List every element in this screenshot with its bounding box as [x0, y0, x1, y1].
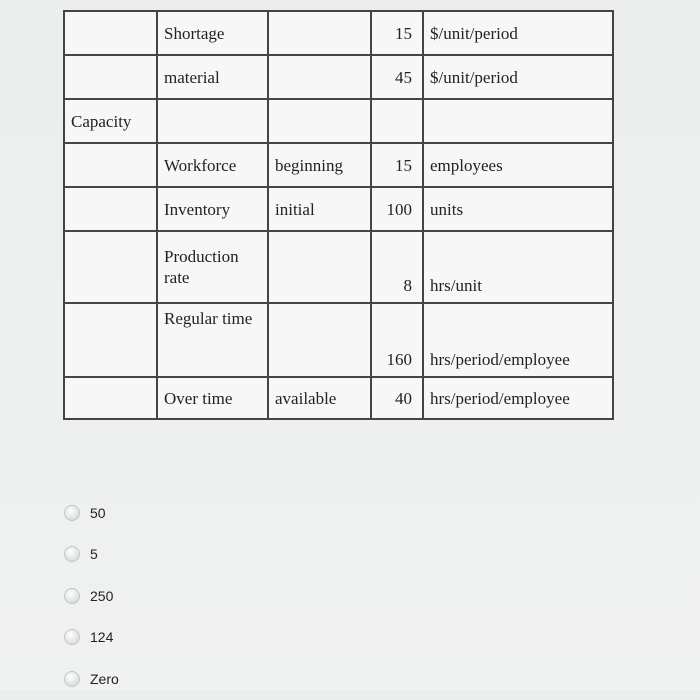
table-cell [64, 11, 157, 55]
table-cell [371, 99, 423, 143]
table-cell [64, 377, 157, 419]
data-table-container [63, 10, 612, 413]
table-cell: available [268, 377, 371, 419]
table-cell: hrs/unit [423, 231, 613, 303]
table-cell: 100 [371, 187, 423, 231]
answer-option[interactable] [64, 617, 364, 659]
data-table [63, 10, 614, 420]
table-row [64, 99, 613, 143]
table-cell [64, 187, 157, 231]
table-cell: $/unit/period [423, 55, 613, 99]
answer-option[interactable] [64, 575, 364, 617]
table-cell: 8 [371, 231, 423, 303]
table-cell: Inventory [157, 187, 268, 231]
answer-option-label: 5 [90, 546, 98, 563]
table-cell: Capacity [64, 99, 157, 143]
table-cell: Regular time [157, 303, 268, 377]
table-cell [64, 143, 157, 187]
table-cell: hrs/period/employee [423, 377, 613, 419]
answer-option-label: 250 [90, 587, 114, 604]
table-row [64, 187, 613, 231]
answer-option[interactable] [64, 534, 364, 576]
table-row [64, 11, 613, 55]
table-cell: 40 [371, 377, 423, 419]
table-cell: Workforce [157, 143, 268, 187]
table-cell [64, 55, 157, 99]
table-cell: 15 [371, 143, 423, 187]
table-cell: Production rate [157, 231, 268, 303]
table-cell: initial [268, 187, 371, 231]
table-row [64, 143, 613, 187]
answer-option-label: 50 [90, 504, 106, 521]
table-cell [268, 303, 371, 377]
table-cell: employees [423, 143, 613, 187]
table-cell: hrs/period/employee [423, 303, 613, 377]
table-row [64, 303, 613, 377]
answer-options [64, 492, 364, 700]
radio-button[interactable] [64, 588, 80, 604]
table-cell [64, 303, 157, 377]
table-row [64, 55, 613, 99]
table-cell [268, 99, 371, 143]
radio-button[interactable] [64, 546, 80, 562]
table-cell: material [157, 55, 268, 99]
table-cell [423, 99, 613, 143]
answer-option[interactable] [64, 492, 364, 534]
radio-button[interactable] [64, 629, 80, 645]
table-cell: Shortage [157, 11, 268, 55]
table-row [64, 377, 613, 419]
table-cell: 15 [371, 11, 423, 55]
answer-option[interactable] [64, 658, 364, 700]
table-cell: Over time [157, 377, 268, 419]
table-cell [268, 231, 371, 303]
table-cell: 45 [371, 55, 423, 99]
table-cell [268, 55, 371, 99]
table-cell: $/unit/period [423, 11, 613, 55]
radio-button[interactable] [64, 505, 80, 521]
table-cell [157, 99, 268, 143]
table-cell: beginning [268, 143, 371, 187]
table-cell [64, 231, 157, 303]
radio-button[interactable] [64, 671, 80, 687]
table-cell [268, 11, 371, 55]
table-row [64, 231, 613, 303]
answer-option-label: Zero [90, 670, 119, 687]
table-cell: 160 [371, 303, 423, 377]
answer-option-label: 124 [90, 629, 114, 646]
table-cell: units [423, 187, 613, 231]
